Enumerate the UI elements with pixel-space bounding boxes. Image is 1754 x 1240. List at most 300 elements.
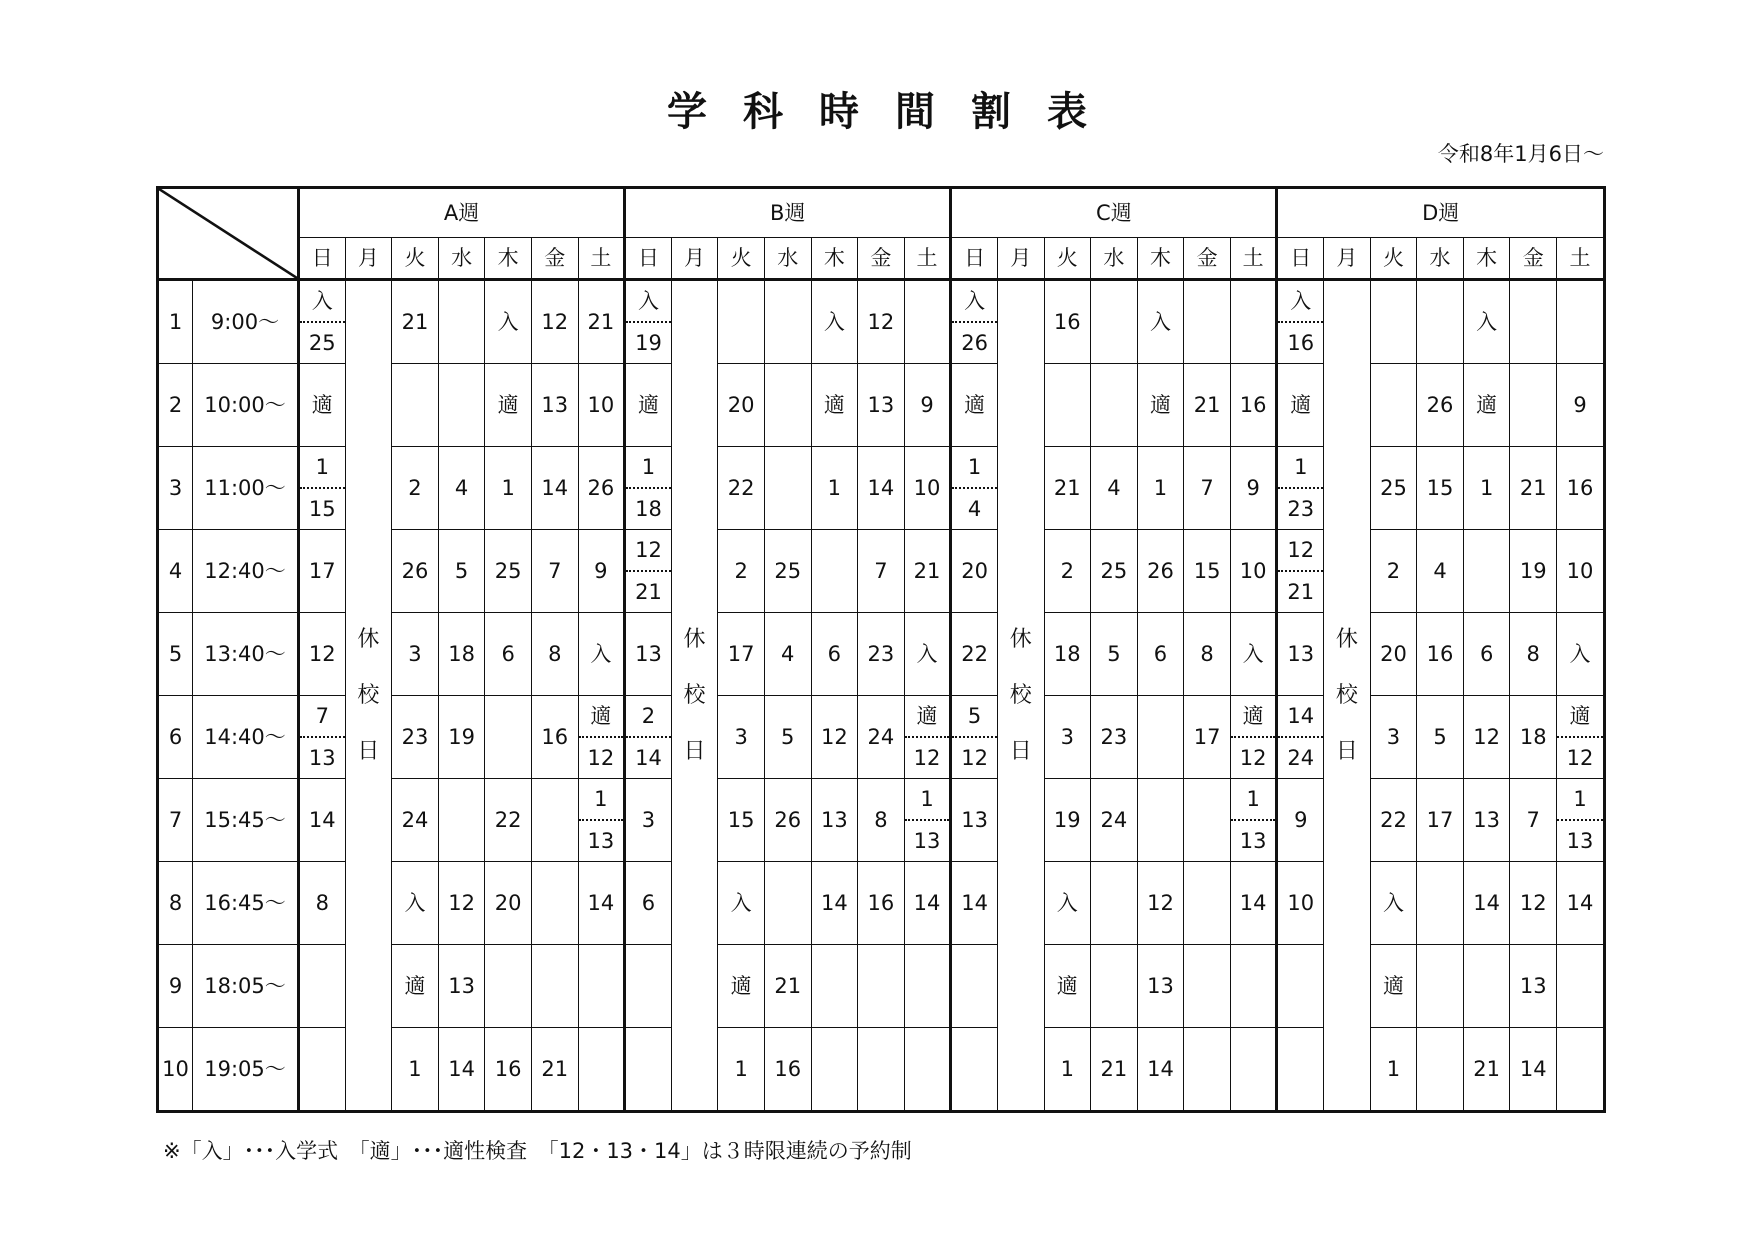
lesson-cell: 21 <box>1510 447 1557 530</box>
lesson-cell: 25 <box>485 530 532 613</box>
lesson-cell: 16 <box>531 696 578 779</box>
lesson-cell: 1 <box>718 1028 765 1111</box>
lesson-cell <box>1091 280 1138 364</box>
day-header: 月 <box>997 238 1044 280</box>
split-bottom: 19 <box>635 330 662 355</box>
lesson-cell: 入 <box>1230 613 1277 696</box>
split-top: 14 <box>1278 696 1323 738</box>
lesson-cell <box>1091 945 1138 1028</box>
closed-label-char: 校 <box>357 682 380 708</box>
lesson-cell: 24 <box>1091 779 1138 862</box>
lesson-cell: 17 <box>718 613 765 696</box>
lesson-cell <box>299 696 346 779</box>
diagonal-line <box>159 189 297 278</box>
day-header: 月 <box>345 238 392 280</box>
lesson-cell <box>1417 945 1464 1028</box>
split-cell <box>905 696 950 778</box>
lesson-cell: 16 <box>1230 364 1277 447</box>
split-bottom: 16 <box>1287 330 1315 355</box>
lesson-cell <box>904 779 951 862</box>
lesson-cell: 20 <box>951 530 998 613</box>
lesson-cell: 5 <box>438 530 485 613</box>
lesson-cell: 10 <box>1277 862 1324 945</box>
split-bottom: 24 <box>1287 745 1315 770</box>
closed-day-column <box>671 280 718 1111</box>
lesson-cell <box>951 696 998 779</box>
lesson-cell: 12 <box>811 696 858 779</box>
lesson-cell: 12 <box>1463 696 1510 779</box>
lesson-cell <box>625 1028 672 1111</box>
lesson-cell: 適 <box>485 364 532 447</box>
lesson-cell <box>531 862 578 945</box>
lesson-cell: 3 <box>625 779 672 862</box>
split-top: 1 <box>1278 447 1323 489</box>
day-header: 火 <box>718 238 765 280</box>
lesson-cell: 20 <box>485 862 532 945</box>
split-cell <box>300 281 345 363</box>
lesson-cell <box>764 862 811 945</box>
period-time: 13:40～ <box>193 613 299 696</box>
lesson-cell: 22 <box>718 447 765 530</box>
day-header: 金 <box>858 238 905 280</box>
lesson-cell: 18 <box>438 613 485 696</box>
split-bottom: 13 <box>308 745 336 770</box>
page-title: 学科時間割表 <box>667 89 1123 135</box>
lesson-cell: 適 <box>811 364 858 447</box>
lesson-cell: 8 <box>299 862 346 945</box>
lesson-cell: 7 <box>858 530 905 613</box>
split-cell <box>1278 281 1323 363</box>
lesson-cell: 21 <box>1044 447 1091 530</box>
split-top: 7 <box>300 696 345 738</box>
lesson-cell: 2 <box>718 530 765 613</box>
lesson-cell: 適 <box>1044 945 1091 1028</box>
day-header: 日 <box>299 238 346 280</box>
split-bottom: 25 <box>308 330 336 355</box>
lesson-cell <box>625 447 672 530</box>
lesson-cell: 入 <box>718 862 765 945</box>
lesson-cell <box>811 530 858 613</box>
split-cell <box>1278 447 1323 529</box>
split-cell <box>1231 779 1276 861</box>
lesson-cell: 13 <box>531 364 578 447</box>
lesson-cell <box>1137 779 1184 862</box>
closed-label-char: 日 <box>683 738 706 764</box>
lesson-cell: 26 <box>1417 364 1464 447</box>
lesson-cell <box>904 1028 951 1111</box>
lesson-cell: 1 <box>811 447 858 530</box>
lesson-cell <box>811 945 858 1028</box>
lesson-cell: 適 <box>718 945 765 1028</box>
lesson-cell: 12 <box>858 280 905 364</box>
split-top: 1 <box>952 447 997 489</box>
lesson-cell: 入 <box>1557 613 1604 696</box>
lesson-cell: 23 <box>1091 696 1138 779</box>
lesson-cell: 19 <box>1510 530 1557 613</box>
lesson-cell: 入 <box>485 280 532 364</box>
lesson-cell: 22 <box>485 779 532 862</box>
lesson-cell: 3 <box>392 613 439 696</box>
lesson-cell: 入 <box>578 613 625 696</box>
split-cell <box>300 447 345 529</box>
lesson-cell <box>625 530 672 613</box>
lesson-cell: 16 <box>485 1028 532 1111</box>
lesson-cell: 13 <box>1277 613 1324 696</box>
lesson-cell: 3 <box>1044 696 1091 779</box>
lesson-cell <box>951 447 998 530</box>
lesson-cell: 13 <box>1510 945 1557 1028</box>
lesson-cell <box>951 1028 998 1111</box>
period-time: 15:45～ <box>193 779 299 862</box>
lesson-cell: 9 <box>1557 364 1604 447</box>
closed-label-char: 休 <box>1009 626 1032 652</box>
lesson-cell: 13 <box>1463 779 1510 862</box>
lesson-cell: 1 <box>1044 1028 1091 1111</box>
lesson-cell: 26 <box>1137 530 1184 613</box>
lesson-cell <box>1277 696 1324 779</box>
lesson-cell <box>1463 530 1510 613</box>
lesson-cell: 6 <box>485 613 532 696</box>
split-bottom: 12 <box>587 745 615 770</box>
day-header: 日 <box>951 238 998 280</box>
lesson-cell: 21 <box>1463 1028 1510 1111</box>
split-bottom: 23 <box>1287 496 1315 521</box>
lesson-cell: 14 <box>1463 862 1510 945</box>
lesson-cell: 6 <box>811 613 858 696</box>
day-header: 土 <box>1557 238 1604 280</box>
lesson-cell: 26 <box>392 530 439 613</box>
closed-day-column <box>345 280 392 1111</box>
day-header: 金 <box>1510 238 1557 280</box>
lesson-cell: 24 <box>392 779 439 862</box>
closed-label-char: 休 <box>1335 626 1358 652</box>
lesson-cell: 入 <box>392 862 439 945</box>
split-cell <box>1557 696 1603 778</box>
lesson-cell: 適 <box>299 364 346 447</box>
split-top: 2 <box>626 696 671 738</box>
lesson-cell: 入 <box>1463 280 1510 364</box>
lesson-cell: 9 <box>1230 447 1277 530</box>
split-cell <box>905 779 950 861</box>
lesson-cell: 12 <box>1137 862 1184 945</box>
lesson-cell <box>764 447 811 530</box>
lesson-cell: 14 <box>531 447 578 530</box>
lesson-cell: 1 <box>1463 447 1510 530</box>
lesson-cell: 3 <box>718 696 765 779</box>
split-bottom: 15 <box>308 496 336 521</box>
lesson-cell <box>951 945 998 1028</box>
lesson-cell <box>1277 530 1324 613</box>
lesson-cell <box>299 945 346 1028</box>
closed-label-char: 日 <box>1009 738 1032 764</box>
split-cell <box>952 447 997 529</box>
lesson-cell <box>578 945 625 1028</box>
lesson-cell: 14 <box>811 862 858 945</box>
lesson-cell: 8 <box>531 613 578 696</box>
lesson-cell: 22 <box>951 613 998 696</box>
split-cell <box>1557 779 1603 861</box>
lesson-cell <box>625 945 672 1028</box>
lesson-cell: 入 <box>1370 862 1417 945</box>
closed-day-column <box>997 280 1044 1111</box>
lesson-cell: 22 <box>1370 779 1417 862</box>
lesson-cell: 適 <box>625 364 672 447</box>
lesson-cell <box>1184 945 1231 1028</box>
lesson-cell: 10 <box>1557 530 1604 613</box>
lesson-cell: 14 <box>1510 1028 1557 1111</box>
lesson-cell <box>1184 1028 1231 1111</box>
lesson-cell: 2 <box>1044 530 1091 613</box>
split-cell <box>952 281 997 363</box>
lesson-cell: 13 <box>1137 945 1184 1028</box>
day-header: 木 <box>485 238 532 280</box>
lesson-cell: 7 <box>531 530 578 613</box>
lesson-cell: 16 <box>1417 613 1464 696</box>
split-bottom: 21 <box>635 579 662 604</box>
lesson-cell: 23 <box>858 613 905 696</box>
lesson-cell: 6 <box>1137 613 1184 696</box>
split-top: 5 <box>952 696 997 738</box>
split-bottom: 12 <box>913 745 941 770</box>
closed-label-char: 日 <box>357 738 380 764</box>
week-header: B週 <box>625 189 951 238</box>
period-number: 4 <box>159 530 193 613</box>
lesson-cell: 9 <box>1277 779 1324 862</box>
lesson-cell: 4 <box>1417 530 1464 613</box>
week-header-row <box>159 189 1604 238</box>
effective-date: 令和8年1月6日～ <box>1437 142 1604 166</box>
split-bottom: 13 <box>1239 828 1267 853</box>
split-bottom: 12 <box>961 745 988 770</box>
day-header: 土 <box>1230 238 1277 280</box>
lesson-cell: 14 <box>1137 1028 1184 1111</box>
day-header: 水 <box>1091 238 1138 280</box>
lesson-cell: 適 <box>1370 945 1417 1028</box>
lesson-cell <box>299 280 346 364</box>
split-cell <box>626 447 671 529</box>
lesson-cell: 2 <box>1370 530 1417 613</box>
lesson-cell <box>1230 696 1277 779</box>
lesson-cell: 1 <box>1137 447 1184 530</box>
split-top: 1 <box>300 447 345 489</box>
lesson-cell: 23 <box>392 696 439 779</box>
lesson-cell: 19 <box>438 696 485 779</box>
lesson-cell <box>1277 1028 1324 1111</box>
period-number: 1 <box>159 280 193 364</box>
lesson-cell <box>718 280 765 364</box>
period-time: 16:45～ <box>193 862 299 945</box>
lesson-cell: 25 <box>764 530 811 613</box>
lesson-cell <box>1137 696 1184 779</box>
lesson-cell: 5 <box>1417 696 1464 779</box>
lesson-cell: 25 <box>1091 530 1138 613</box>
closed-label-char: 休 <box>357 626 380 652</box>
lesson-cell <box>1091 862 1138 945</box>
lesson-cell: 12 <box>299 613 346 696</box>
closed-label-char: 校 <box>1335 682 1358 708</box>
lesson-cell: 1 <box>1370 1028 1417 1111</box>
lesson-cell: 10 <box>1230 530 1277 613</box>
split-top: 入 <box>626 281 671 323</box>
lesson-cell: 4 <box>764 613 811 696</box>
lesson-cell: 17 <box>1417 779 1464 862</box>
lesson-cell: 9 <box>904 364 951 447</box>
split-top: 12 <box>1278 530 1323 572</box>
lesson-cell <box>858 945 905 1028</box>
lesson-cell: 6 <box>625 862 672 945</box>
lesson-cell: 4 <box>1091 447 1138 530</box>
lesson-cell <box>578 1028 625 1111</box>
lesson-cell: 6 <box>1463 613 1510 696</box>
split-bottom: 18 <box>635 496 662 521</box>
lesson-cell: 16 <box>858 862 905 945</box>
lesson-cell <box>1557 779 1604 862</box>
lesson-cell <box>1277 447 1324 530</box>
period-time: 12:40～ <box>193 530 299 613</box>
period-time: 14:40～ <box>193 696 299 779</box>
lesson-cell: 8 <box>858 779 905 862</box>
day-header: 月 <box>671 238 718 280</box>
lesson-cell: 12 <box>1510 862 1557 945</box>
lesson-cell <box>299 447 346 530</box>
split-top: 入 <box>952 281 997 323</box>
split-top: 適 <box>1557 696 1603 738</box>
split-cell <box>300 696 345 778</box>
lesson-cell <box>531 779 578 862</box>
lesson-cell <box>625 696 672 779</box>
day-header: 金 <box>531 238 578 280</box>
lesson-cell: 入 <box>904 613 951 696</box>
split-bottom: 21 <box>1287 579 1315 604</box>
period-time: 10:00～ <box>193 364 299 447</box>
split-top: 1 <box>626 447 671 489</box>
lesson-cell: 適 <box>951 364 998 447</box>
period-time: 19:05～ <box>193 1028 299 1111</box>
lesson-cell: 3 <box>1370 696 1417 779</box>
lesson-cell: 21 <box>531 1028 578 1111</box>
lesson-cell: 14 <box>438 1028 485 1111</box>
lesson-cell: 15 <box>1417 447 1464 530</box>
day-header: 水 <box>438 238 485 280</box>
lesson-cell: 1 <box>392 1028 439 1111</box>
lesson-cell: 26 <box>764 779 811 862</box>
split-bottom: 13 <box>1566 828 1594 853</box>
lesson-cell: 1 <box>485 447 532 530</box>
lesson-cell <box>438 280 485 364</box>
closed-label-char: 休 <box>683 626 706 652</box>
lesson-cell: 4 <box>438 447 485 530</box>
day-header: 土 <box>578 238 625 280</box>
period-number: 3 <box>159 447 193 530</box>
lesson-cell: 14 <box>951 862 998 945</box>
period-number: 5 <box>159 613 193 696</box>
split-cell <box>626 530 671 612</box>
lesson-cell: 10 <box>578 364 625 447</box>
lesson-cell: 14 <box>858 447 905 530</box>
split-cell <box>952 696 997 778</box>
lesson-cell: 12 <box>438 862 485 945</box>
week-header: C週 <box>951 189 1277 238</box>
split-cell <box>579 696 624 778</box>
period-number: 9 <box>159 945 193 1028</box>
day-header: 火 <box>1370 238 1417 280</box>
lesson-cell: 5 <box>1091 613 1138 696</box>
lesson-cell <box>764 364 811 447</box>
lesson-cell <box>625 280 672 364</box>
day-header: 土 <box>904 238 951 280</box>
split-bottom: 13 <box>913 828 941 853</box>
day-header: 木 <box>1137 238 1184 280</box>
split-bottom: 13 <box>587 828 615 853</box>
lesson-cell: 14 <box>299 779 346 862</box>
split-top: 適 <box>905 696 950 738</box>
lesson-cell <box>299 1028 346 1111</box>
closed-label-char: 校 <box>1009 682 1032 708</box>
split-cell <box>1278 530 1323 612</box>
day-header: 火 <box>392 238 439 280</box>
lesson-cell: 12 <box>531 280 578 364</box>
lesson-cell: 適 <box>1277 364 1324 447</box>
lesson-cell <box>1277 945 1324 1028</box>
day-header: 木 <box>811 238 858 280</box>
split-cell <box>579 779 624 861</box>
lesson-cell: 14 <box>904 862 951 945</box>
lesson-cell <box>1230 280 1277 364</box>
lesson-cell: 20 <box>718 364 765 447</box>
timetable <box>158 188 1604 1111</box>
lesson-cell: 14 <box>1557 862 1604 945</box>
period-time: 9:00～ <box>193 280 299 364</box>
lesson-cell: 18 <box>1044 613 1091 696</box>
split-top: 適 <box>579 696 624 738</box>
lesson-cell <box>1510 280 1557 364</box>
day-header: 火 <box>1044 238 1091 280</box>
lesson-cell <box>951 280 998 364</box>
closed-day-column <box>1324 280 1371 1111</box>
lesson-cell: 19 <box>1044 779 1091 862</box>
lesson-cell: 14 <box>1230 862 1277 945</box>
lesson-cell <box>1370 280 1417 364</box>
week-header: A週 <box>299 189 625 238</box>
lesson-cell <box>578 696 625 779</box>
lesson-cell <box>1417 862 1464 945</box>
lesson-cell: 入 <box>811 280 858 364</box>
lesson-cell: 13 <box>438 945 485 1028</box>
lesson-cell: 9 <box>578 530 625 613</box>
split-top: 1 <box>1557 779 1603 821</box>
day-header-row <box>159 238 1604 280</box>
lesson-cell: 17 <box>1184 696 1231 779</box>
lesson-cell <box>1277 280 1324 364</box>
lesson-cell: 16 <box>1557 447 1604 530</box>
lesson-cell: 13 <box>951 779 998 862</box>
closed-label-char: 日 <box>1335 738 1358 764</box>
lesson-cell <box>485 696 532 779</box>
lesson-cell <box>1417 280 1464 364</box>
lesson-cell <box>1510 364 1557 447</box>
period-row <box>159 280 1604 364</box>
lesson-cell: 8 <box>1510 613 1557 696</box>
lesson-cell: 入 <box>1044 862 1091 945</box>
lesson-cell: 2 <box>392 447 439 530</box>
split-top: 入 <box>300 281 345 323</box>
period-number: 6 <box>159 696 193 779</box>
split-bottom: 12 <box>1566 745 1594 770</box>
lesson-cell <box>1463 945 1510 1028</box>
lesson-cell: 7 <box>1510 779 1557 862</box>
split-top: 入 <box>1278 281 1323 323</box>
period-number: 7 <box>159 779 193 862</box>
